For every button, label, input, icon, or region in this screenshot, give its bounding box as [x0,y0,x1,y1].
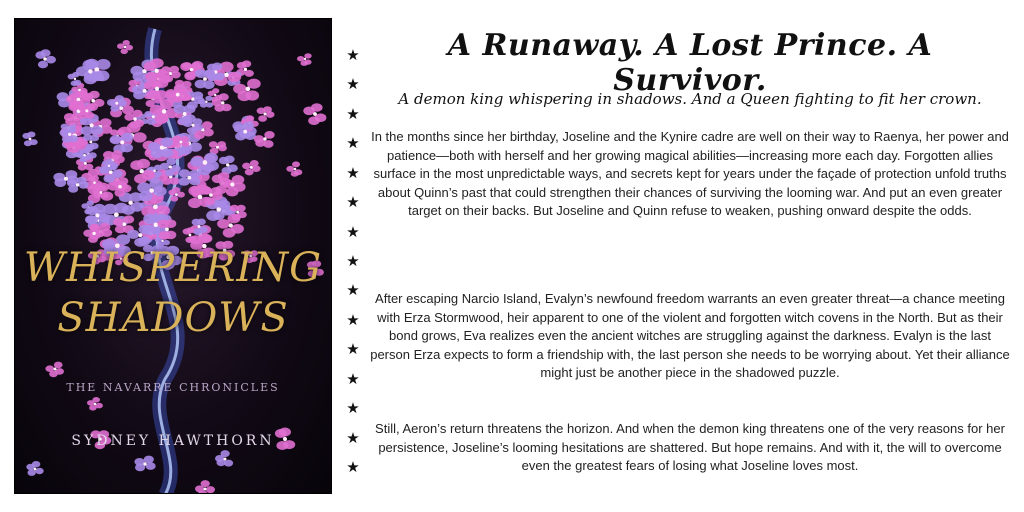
star-icon: ★ [346,224,360,241]
petal-flower [257,106,275,122]
star-icon: ★ [346,282,360,299]
star-column [344,47,362,476]
book-cover [14,18,332,494]
series-name: THE NAVARRE CHRONICLES [66,381,280,394]
petal-flower [35,49,56,68]
star-icon: ★ [346,312,360,329]
subheadline: A demon king whispering in shadows. And a Queen fighting to fit her crown. [398,90,982,108]
petal-flower [242,160,261,175]
petal-flower [254,131,275,148]
author-name: SYDNEY HAWTHORN [71,433,275,449]
petal-flower [219,156,238,175]
petal-flower [87,397,103,411]
star-icon: ★ [346,76,360,93]
petal-flower [195,480,215,494]
star-icon: ★ [346,459,360,476]
petal-flower [26,461,43,476]
petal-flower [303,103,326,125]
petal-flower [117,40,133,54]
petal-flower [297,53,312,66]
star-icon: ★ [346,47,360,64]
petal-flower [144,78,168,99]
star-icon: ★ [346,430,360,447]
petal-flower [134,456,155,472]
star-icon: ★ [346,165,360,182]
petal-flower [22,132,37,147]
star-icon: ★ [346,253,360,270]
star-icon: ★ [346,106,360,123]
blurb-paragraph: In the months since her birthday, Joseline and the Kynire cadre are well on their way to Raenya, her power and patience—both with herself and her growing magical abilities—increasing more each day. Forgotten allies surface in the most unpredictable ways, and secrets kept for years under the façade of protection unfold truths about Quinn’s past that could strengthen their chances of surviving the looming war. And put an even greater target on their backs. But Joseline and Quinn refuse to weaken, pushing onward despite the odds. [371,129,1009,219]
star-icon: ★ [346,341,360,358]
petal-flower [209,141,227,154]
blurb-paragraph: Still, Aeron’s return threatens the horizon. And when the demon king threatens one of the very reasons for her persistence, Joseline’s looming hesitations are shattered. But hope remains. And with it, the will to overcome even the greatest fears of losing what Joseline loves most. [375,421,1005,474]
petal-flower [45,362,64,378]
headline: A Runaway. A Lost Prince. A Survivor. [447,28,933,98]
cover-title-line2: SHADOWS [57,295,289,341]
petal-flower [68,72,82,86]
star-icon: ★ [346,371,360,388]
star-icon: ★ [346,194,360,211]
star-icon: ★ [346,135,360,152]
petal-flower [215,450,233,467]
cover-title-line1: WHISPERING [23,245,323,291]
petal-flower [286,161,302,176]
blurb-paragraph: After escaping Narcio Island, Evalyn’s newfound freedom warrants an even greater threat—a chance meeting with Erza Stormwood, heir apparent to one of the violent and forgotten witch covens in the North. But as their bond grows, Eva realizes even the ancient witches are struggling against the darkness. Evalyn is the last person Erza expects to form a friendship with, the last person she needs to be worrying about. Yet their alliance might just be another piece in the shadowed puzzle. [370,291,1010,381]
star-icon: ★ [346,400,360,417]
